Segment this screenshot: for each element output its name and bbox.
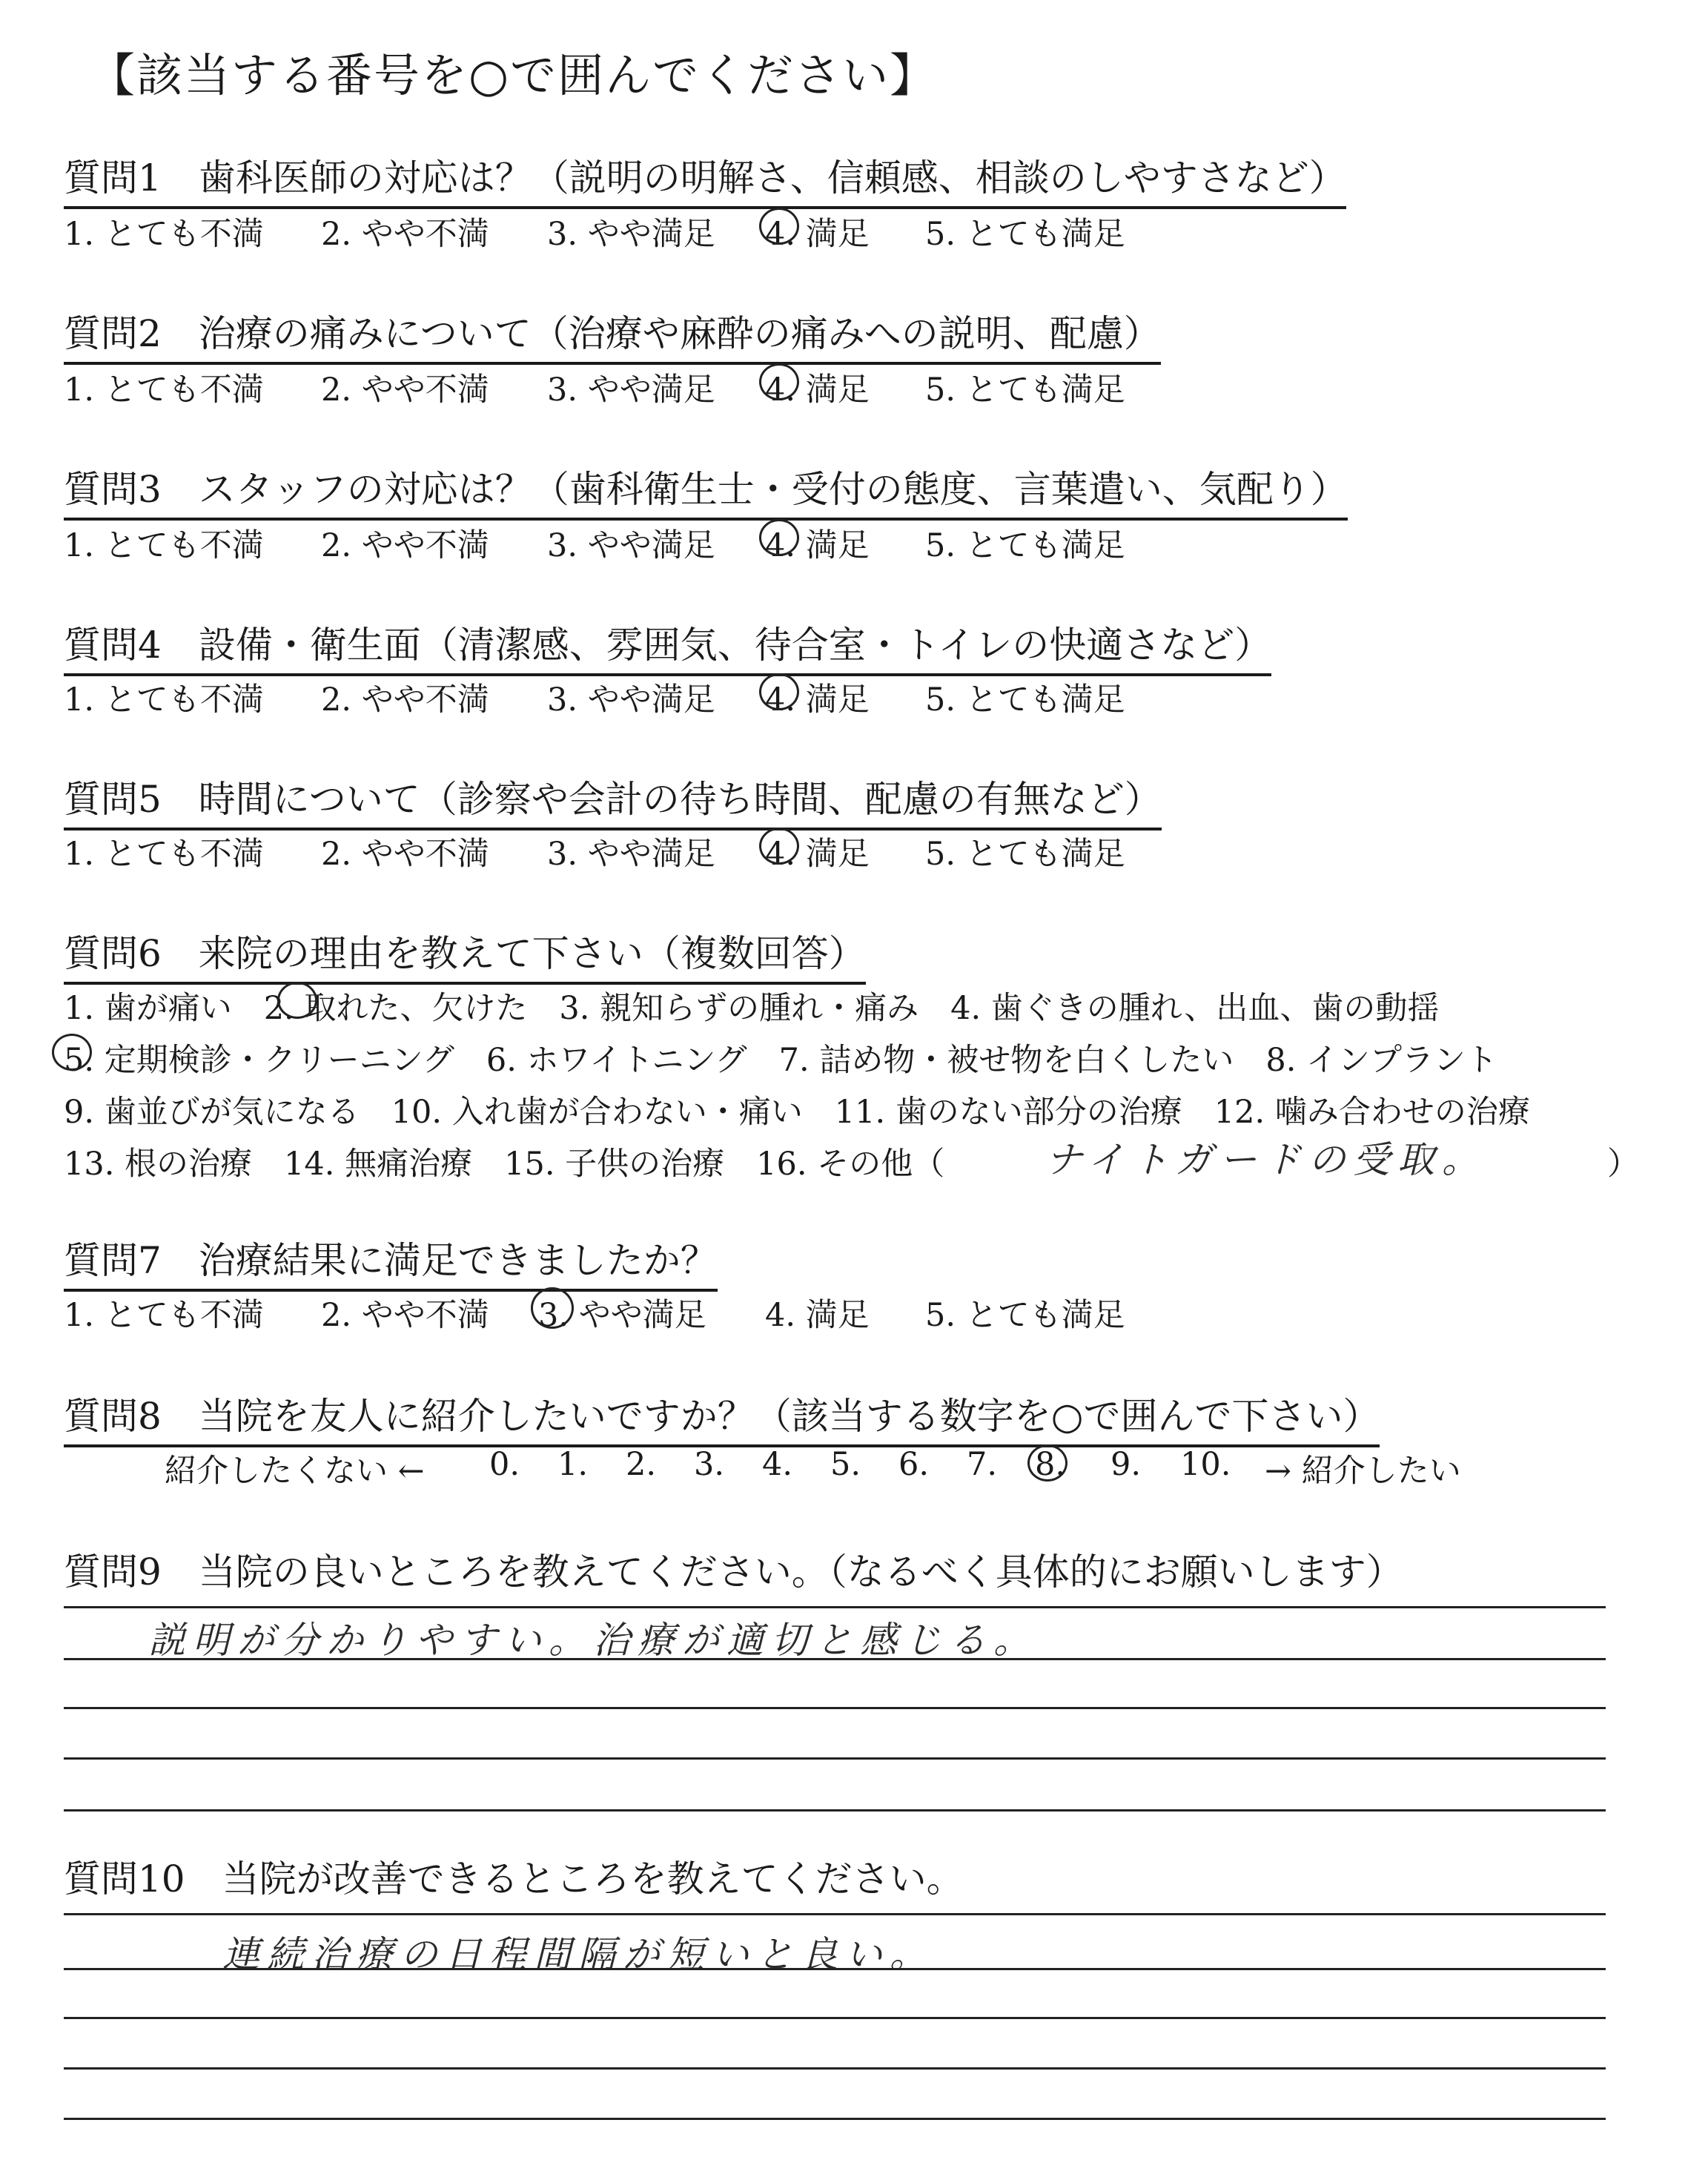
q6-other-answer[interactable]: ナイトガードの受取。 <box>1045 1138 1486 1181</box>
question-10-heading: 質問10 当院が改善できるところを教えてください。 <box>64 1857 964 1900</box>
q2-option-2[interactable]: 2. やや不満 <box>321 371 489 409</box>
question-10 <box>64 1849 964 1903</box>
q9-answer-line <box>64 1809 1606 1811</box>
q8-option-6[interactable]: 6. <box>898 1446 930 1483</box>
q10-answer-line <box>64 2067 1606 2070</box>
q6-row-4 <box>64 1139 944 1184</box>
q1-option-2[interactable]: 2. やや不満 <box>321 216 489 253</box>
q10-answer-line <box>64 2017 1606 2019</box>
question-8-heading: 質問8 当院を友人に紹介したいですか？（該当する数字を○で囲んで下さい） <box>64 1387 1380 1447</box>
q1-option-5[interactable]: 5. とても満足 <box>925 216 1125 253</box>
q9-answer-line <box>64 1606 1606 1608</box>
q6-row-3-text[interactable]: 9. 歯並びが気になる 10. 入れ歯が合わない・痛い 11. 歯のない部分の治療 12. 噛み合わせの治療 <box>64 1094 1530 1131</box>
question-4 <box>64 615 1271 676</box>
q8-option-2[interactable]: 2. <box>626 1446 657 1483</box>
q9-answer-text[interactable]: 説明が分かりやすい。治療が適切と感じる。 <box>148 1619 1038 1662</box>
q8-option-0[interactable]: 0. <box>489 1446 520 1483</box>
q5-option-2[interactable]: 2. やや不満 <box>321 836 489 873</box>
q6-row-3 <box>64 1087 1530 1132</box>
question-6-heading: 質問6 来院の理由を教えて下さい（複数回答） <box>64 924 866 985</box>
q6-row-2-text[interactable]: 5. 定期検診・クリーニング 6. ホワイトニング 7. 詰め物・被せ物を白くしたい 8. インプラント <box>64 1042 1498 1079</box>
question-8 <box>64 1387 1380 1447</box>
q4-option-4[interactable]: 4. 満足 <box>765 681 870 719</box>
q2-option-5[interactable]: 5. とても満足 <box>925 371 1125 409</box>
q8-left-label: 紹介したくない ← <box>165 1453 425 1490</box>
q6-row-2 <box>64 1035 1497 1080</box>
q10-answer-text[interactable]: 連続治療の日程間隔が短いと良い。 <box>222 1933 934 1976</box>
q4-option-2[interactable]: 2. やや不満 <box>321 681 489 719</box>
question-7-heading: 質問7 治療結果に満足できましたか？ <box>64 1231 718 1292</box>
q6-row-4-text[interactable]: 13. 根の治療 14. 無痛治療 15. 子供の治療 16. その他（ <box>64 1146 945 1183</box>
q9-answer-line <box>64 1658 1606 1660</box>
q5-option-5[interactable]: 5. とても満足 <box>925 836 1125 873</box>
q10-answer-line <box>64 1913 1606 1915</box>
q7-option-1[interactable]: 1. とても不満 <box>64 1297 264 1334</box>
q2-option-3[interactable]: 3. やや満足 <box>547 371 715 409</box>
q7-option-3[interactable]: 3. やや満足 <box>538 1297 706 1334</box>
question-5 <box>64 770 1162 830</box>
q3-option-2[interactable]: 2. やや不満 <box>321 527 489 564</box>
q2-option-4[interactable]: 4. 満足 <box>765 371 870 409</box>
q3-option-4[interactable]: 4. 満足 <box>765 527 870 564</box>
q7-option-4[interactable]: 4. 満足 <box>765 1297 870 1334</box>
q7-option-2[interactable]: 2. やや不満 <box>321 1297 489 1334</box>
q8-option-4[interactable]: 4. <box>762 1446 793 1483</box>
q8-option-8[interactable]: 8. <box>1035 1446 1066 1483</box>
q2-option-1[interactable]: 1. とても不満 <box>64 371 264 409</box>
question-7 <box>64 1231 718 1292</box>
q4-option-5[interactable]: 5. とても満足 <box>925 681 1125 719</box>
q8-option-10[interactable]: 10. <box>1180 1446 1231 1483</box>
question-9-heading: 質問9 当院の良いところを教えてください。（なるべく具体的にお願いします） <box>64 1550 1403 1593</box>
question-5-heading: 質問5 時間について（診察や会計の待ち時間、配慮の有無など） <box>64 770 1162 830</box>
q9-answer-line <box>64 1707 1606 1709</box>
q8-right-label: → 紹介したい <box>1265 1453 1461 1490</box>
q6-row-1 <box>64 983 1439 1028</box>
q4-option-1[interactable]: 1. とても不満 <box>64 681 264 719</box>
q1-option-1[interactable]: 1. とても不満 <box>64 216 264 253</box>
question-4-heading: 質問4 設備・衛生面（清潔感、雰囲気、待合室・トイレの快適さなど） <box>64 615 1271 676</box>
q3-option-3[interactable]: 3. やや満足 <box>547 527 715 564</box>
question-3-heading: 質問3 スタッフの対応は？（歯科衛生士・受付の態度、言葉遣い、気配り） <box>64 460 1348 521</box>
q8-option-3[interactable]: 3. <box>694 1446 725 1483</box>
q5-option-3[interactable]: 3. やや満足 <box>547 836 715 873</box>
q8-option-1[interactable]: 1. <box>557 1446 589 1483</box>
q1-option-3[interactable]: 3. やや満足 <box>547 216 715 253</box>
q5-option-1[interactable]: 1. とても不満 <box>64 836 264 873</box>
q5-option-4[interactable]: 4. 満足 <box>765 836 870 873</box>
q3-option-5[interactable]: 5. とても満足 <box>925 527 1125 564</box>
q4-option-3[interactable]: 3. やや満足 <box>547 681 715 719</box>
q8-option-7[interactable]: 7. <box>967 1446 998 1483</box>
q10-answer-line <box>64 2118 1606 2120</box>
question-1 <box>64 148 1346 209</box>
question-3 <box>64 460 1348 521</box>
question-2 <box>64 304 1161 365</box>
question-2-heading: 質問2 治療の痛みについて（治療や麻酔の痛みへの説明、配慮） <box>64 304 1161 365</box>
q1-option-4[interactable]: 4. 満足 <box>765 216 870 253</box>
q7-option-5[interactable]: 5. とても満足 <box>925 1297 1125 1334</box>
page-title: 【該当する番号を○で囲んでください】 <box>89 48 938 102</box>
q8-option-9[interactable]: 9. <box>1110 1446 1142 1483</box>
q3-option-1[interactable]: 1. とても不満 <box>64 527 264 564</box>
q6-other-close-paren: ） <box>1607 1146 1639 1183</box>
q8-option-5[interactable]: 5. <box>830 1446 861 1483</box>
question-1-heading: 質問1 歯科医師の対応は？（説明の明解さ、信頼感、相談のしやすさなど） <box>64 148 1346 209</box>
question-9 <box>64 1542 1403 1596</box>
q6-row-1-text[interactable]: 1. 歯が痛い 2. 取れた、欠けた 3. 親知らずの腫れ・痛み 4. 歯ぐきの腫れ、出血、歯の動揺 <box>64 990 1440 1027</box>
q10-answer-line <box>64 1968 1606 1970</box>
q9-answer-line <box>64 1757 1606 1760</box>
question-6 <box>64 924 866 985</box>
